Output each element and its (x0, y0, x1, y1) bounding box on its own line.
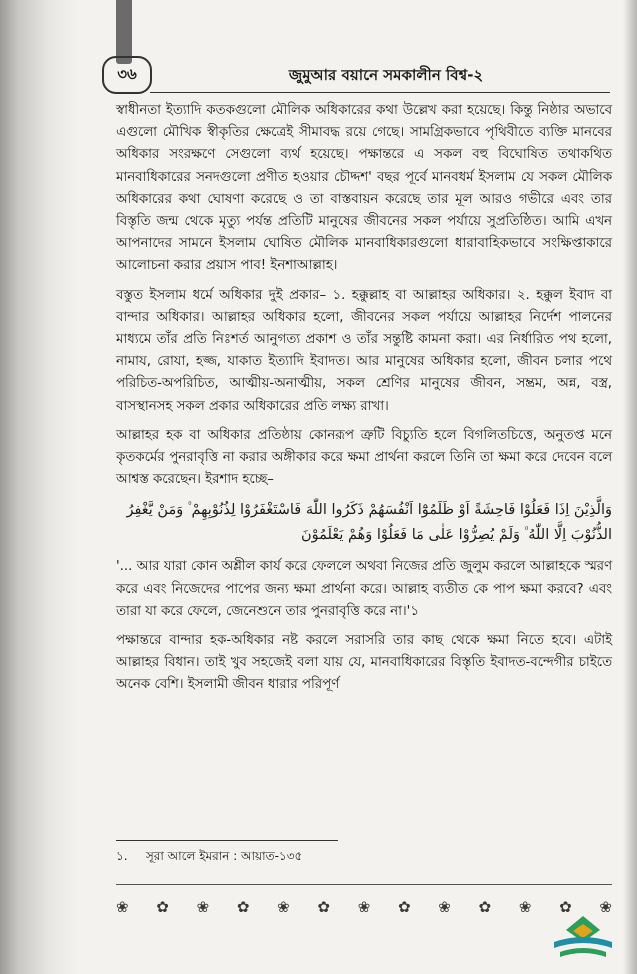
footnote-text: সূরা আলে ইমরান : আয়াত-১৩৫ (145, 849, 303, 863)
floral-ornament-icon: ❀ (438, 898, 451, 916)
ornament-rule (116, 884, 612, 885)
footnote-number: ১. (116, 849, 128, 863)
body-paragraph-2: বস্তুত ইসলাম ধর্মে অধিকার দুই প্রকার– ১. হক্কুল্লাহ বা আল্লাহর অধিকার। ২. হক্কুল ইবাদ বা বান্দার অধিকার। আল্লাহর অধিকার হলো, জীবনের সকল পর্যায়ে আল্লাহর নির্দেশ পালনের মাধ্যমে তাঁর প্রতি নিঃশর্ত আনুগত্য প্রকাশ ও তাঁর সন্তুষ্টি কামনা করা। এর নির্ধারিত পথ হলো, নামায, রোযা, হজ্জ, যাকাত ইত্যাদি ইবাদত। আর মানুষের অধিকার হলো, জীবন চলার পথে পরিচিত-অপরিচিত, আত্মীয়-অনাত্মীয়, সকল শ্রেণির মানুষের জীবন, সম্ভ্রম, অন্ন, বস্ত্র, বাসস্থানসহ সকল প্রকার অধিকারের প্রতি লক্ষ্য রাখা। (116, 287, 612, 414)
floral-ornament-icon: ❀ (277, 898, 290, 916)
page-body (116, 100, 612, 704)
floral-ornament-icon: ✿ (236, 898, 250, 916)
bookmark-ribbon (116, 0, 132, 64)
floral-ornament-icon: ❀ (196, 898, 210, 916)
floral-ornament-icon: ✿ (478, 898, 492, 916)
floral-ornament-icon: ✿ (559, 898, 572, 916)
binding-shadow (0, 0, 78, 974)
verse-translation: '... আর যারা কোন অশ্লীল কার্য করে ফেললে অথবা নিজের প্রতি জুলুম করলে আল্লাহকে স্মরণ করে এবং নিজেদের পাপের জন্য ক্ষমা প্রার্থনা করে। আল্লাহ ব্যতীত কে পাপ ক্ষমা করবে? এবং তারা যা করে ফেলে, জেনেশুনে তার পুনরাবৃত্তি করে না।'১ (116, 559, 612, 619)
floral-ornament-border (116, 894, 612, 920)
floral-ornament-icon: ❀ (357, 898, 371, 916)
page-edge-shadow (623, 0, 637, 974)
page-number: ৩৬ (102, 56, 152, 94)
floral-ornament-icon: ❀ (599, 898, 612, 916)
running-title: জুমুআর বয়ানে সমকালীন বিশ্ব-২ (288, 66, 484, 84)
floral-ornament-icon: ✿ (156, 898, 169, 916)
publisher-logo-icon (548, 912, 618, 964)
floral-ornament-icon: ❀ (116, 898, 129, 916)
floral-ornament-icon: ✿ (317, 898, 330, 916)
floral-ornament-icon: ✿ (397, 898, 411, 916)
closing-paragraph: পক্ষান্তরে বান্দার হক-অধিকার নষ্ট করলে সরাসরি তার কাছ থেকে ক্ষমা নিতে হবে। এটাই আল্লাহর বিধান। তাই খুব সহজেই বলা যায় যে, মানবাধিকারের বিস্তৃতি ইবাদত-বন্দেগীর চাইতে অনেক বেশি। ইসলামী জীবন ধারার পরিপূর্ণ (116, 633, 612, 693)
arabic-verse: وَالَّذِيْنَ اِذَا فَعَلُوْا فَاحِشَةً اَوْ ظَلَمُوْٓا اَنْفُسَهُمْ ذَكَرُوا اللّٰهَ فَاسْتَغْفَرُوْا لِذُنُوْبِهِمْ ۠ وَمَنْ يَّغْفِرُ الذُّنُوْبَ اِلَّا اللّٰهُ ۠ وَلَمْ يُصِرُّوْا عَلٰى مَا فَعَلُوْا وَهُمْ يَعْلَمُوْنَ (126, 502, 612, 544)
footnote-rule (116, 840, 338, 841)
footnote (116, 848, 612, 868)
body-paragraph-3: আল্লাহর হক বা অধিকার প্রতিষ্ঠায় কোনরূপ ত্রুটি বিচ্যুতি হলে বিগলিতচিত্তে, অনুতপ্ত মনে কৃতকর্মের পুনরাবৃত্তি না করার অঙ্গীকার করে ক্ষমা প্রার্থনা করলে তিনি তা ক্ষমা করে দেবেন বলে আশ্বস্ত করেছেন। ইরশাদ হচ্ছে– (116, 427, 612, 488)
body-paragraph-1: স্বাধীনতা ইত্যাদি কতকগুলো মৌলিক অধিকারের কথা উল্লেখ করা হয়েছে। কিন্তু নিষ্ঠার অভাবে এগুলো মৌখিক স্বীকৃতির ক্ষেত্রেই সীমাবদ্ধ রয়ে গেছে। সামগ্রিকভাবে পৃথিবীতে ব্যক্তি মানবের অধিকার সংরক্ষণে সেগুলো ব্যর্থ হয়েছে। পক্ষান্তরে এ সকল বহু বিঘোষিত তথাকথিত মানবাধিকারের সনদগুলো প্রণীত হওয়ার চৌদ্দশ' বছর পূর্বে মানবধর্ম ইসলাম যে সকল মৌলিক অধিকারের কথা ঘোষণা করেছে ও তা বাস্তবায়ন করেছে তার মূল আরও গভীরে এবং তার বিস্তৃতি জন্ম থেকে মৃত্যু পর্যন্ত প্রতিটি মানুষের জীবনের সকল পর্যায়ে সুপ্রতিষ্ঠিত। আমি এখন আপনাদের সামনে ইসলাম ঘোষিত মৌলিক মানবাধিকারগুলো ধারাবাহিকভাবে সংক্ষিপ্তাকারে আলোচনা করার প্রয়াস পাব! ইনশাআল্লাহ। (116, 103, 612, 274)
page-header (102, 56, 610, 94)
header-rule (150, 92, 610, 93)
floral-ornament-icon: ❀ (518, 898, 532, 916)
